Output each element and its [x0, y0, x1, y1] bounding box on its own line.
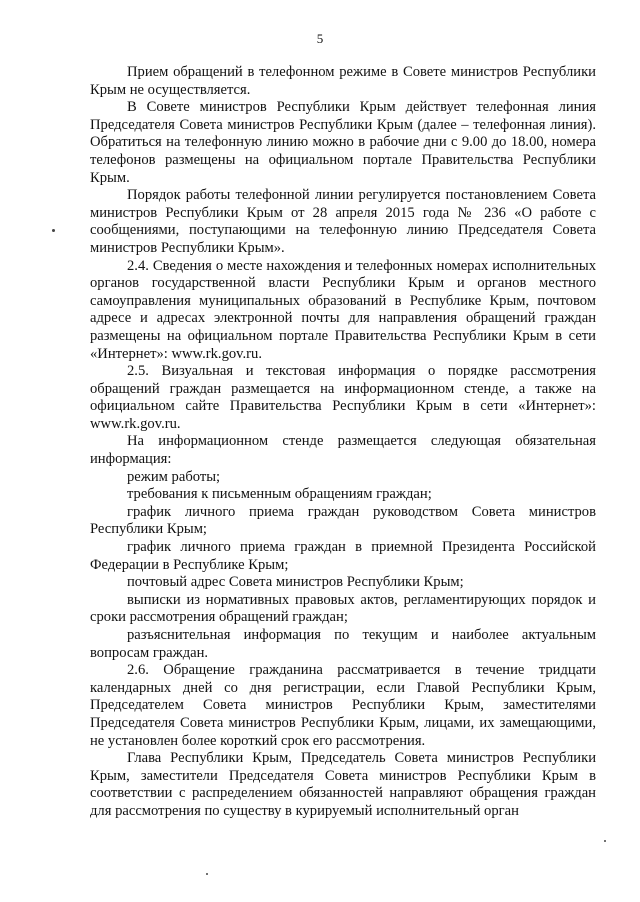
document-body	[90, 64, 596, 821]
list-item: требования к письменным обращениям граждан;	[127, 486, 432, 503]
scan-speck	[604, 840, 606, 842]
page-number: 5	[316, 31, 324, 46]
paragraph-section-2-5: 2.5. Визуальная и текстовая информация о порядке рассмотрения обращений граждан размещается на информационном стенде, а также на официальном сайте Правительства Республики Крым в сети «Интернет»: www.rk.gov.ru.	[90, 363, 596, 432]
paragraph-section-2-6: 2.6. Обращение гражданина рассматривается в течение тридцати календарных дней со дня регистрации, если Главой Республики Крым, Председателем Совета министров Республики Крым, заместителями Председателя Совета министров Республики Крым, лицами, их замещающими, не установлен более короткий срок его рассмотрения.	[90, 662, 596, 749]
list-item: график личного приема граждан в приемной Президента Российской Федерации в Республике Крым;	[90, 539, 596, 573]
list-item: разъяснительная информация по текущим и наиболее актуальным вопросам граждан.	[90, 627, 596, 661]
paragraph-info-stand-intro: На информационном стенде размещается следующая обязательная информация:	[90, 433, 596, 468]
paragraph-referral: Глава Республики Крым, Председатель Совета министров Республики Крым, заместители Председателя Совета министров Республики Крым в соответствии с распределением обязанностей направляют обращения граждан для рассмотрения по существу в курируемый исполнительный орган	[90, 750, 596, 819]
list-item: почтовый адрес Совета министров Республики Крым;	[127, 574, 464, 591]
scan-speck	[206, 873, 208, 875]
paragraph-phone-reception: Прием обращений в телефонном режиме в Совете министров Республики Крым не осуществляется.	[90, 64, 596, 98]
paragraph-phone-line-procedure: Порядок работы телефонной линии регулируется постановлением Совета министров Республики Крым от 28 апреля 2015 года № 236 «О работе с сообщениями, поступающими на телефонную линию Председателя Совета министров Республики Крым».	[90, 187, 596, 256]
paragraph-section-2-4: 2.4. Сведения о месте нахождения и телефонных номерах исполнительных органов государственной власти Республики Крым и органов местного самоуправления муниципальных образований в Республике Крым, почтовом адресе и адресах электронной почты для направления обращений граждан размещены на официальном портале Правительства Республики Крым в сети «Интернет»: www.rk.gov.ru.	[90, 257, 596, 362]
list-item: режим работы;	[127, 468, 221, 485]
list-item: выписки из нормативных правовых актов, регламентирующих порядок и сроки рассмотрения обращений граждан;	[90, 591, 596, 626]
paragraph-phone-line: В Совете министров Республики Крым действует телефонная линия Председателя Совета министров Республики Крым (далее – телефонная линия). Обратиться на телефонную линию можно в рабочие дни с 9.00 до 18.00, номера телефонов размещены на официальном портале Правительства Республики Крым.	[90, 99, 596, 186]
list-item: график личного приема граждан руководством Совета министров Республики Крым;	[90, 503, 596, 538]
scan-speck	[52, 229, 55, 232]
